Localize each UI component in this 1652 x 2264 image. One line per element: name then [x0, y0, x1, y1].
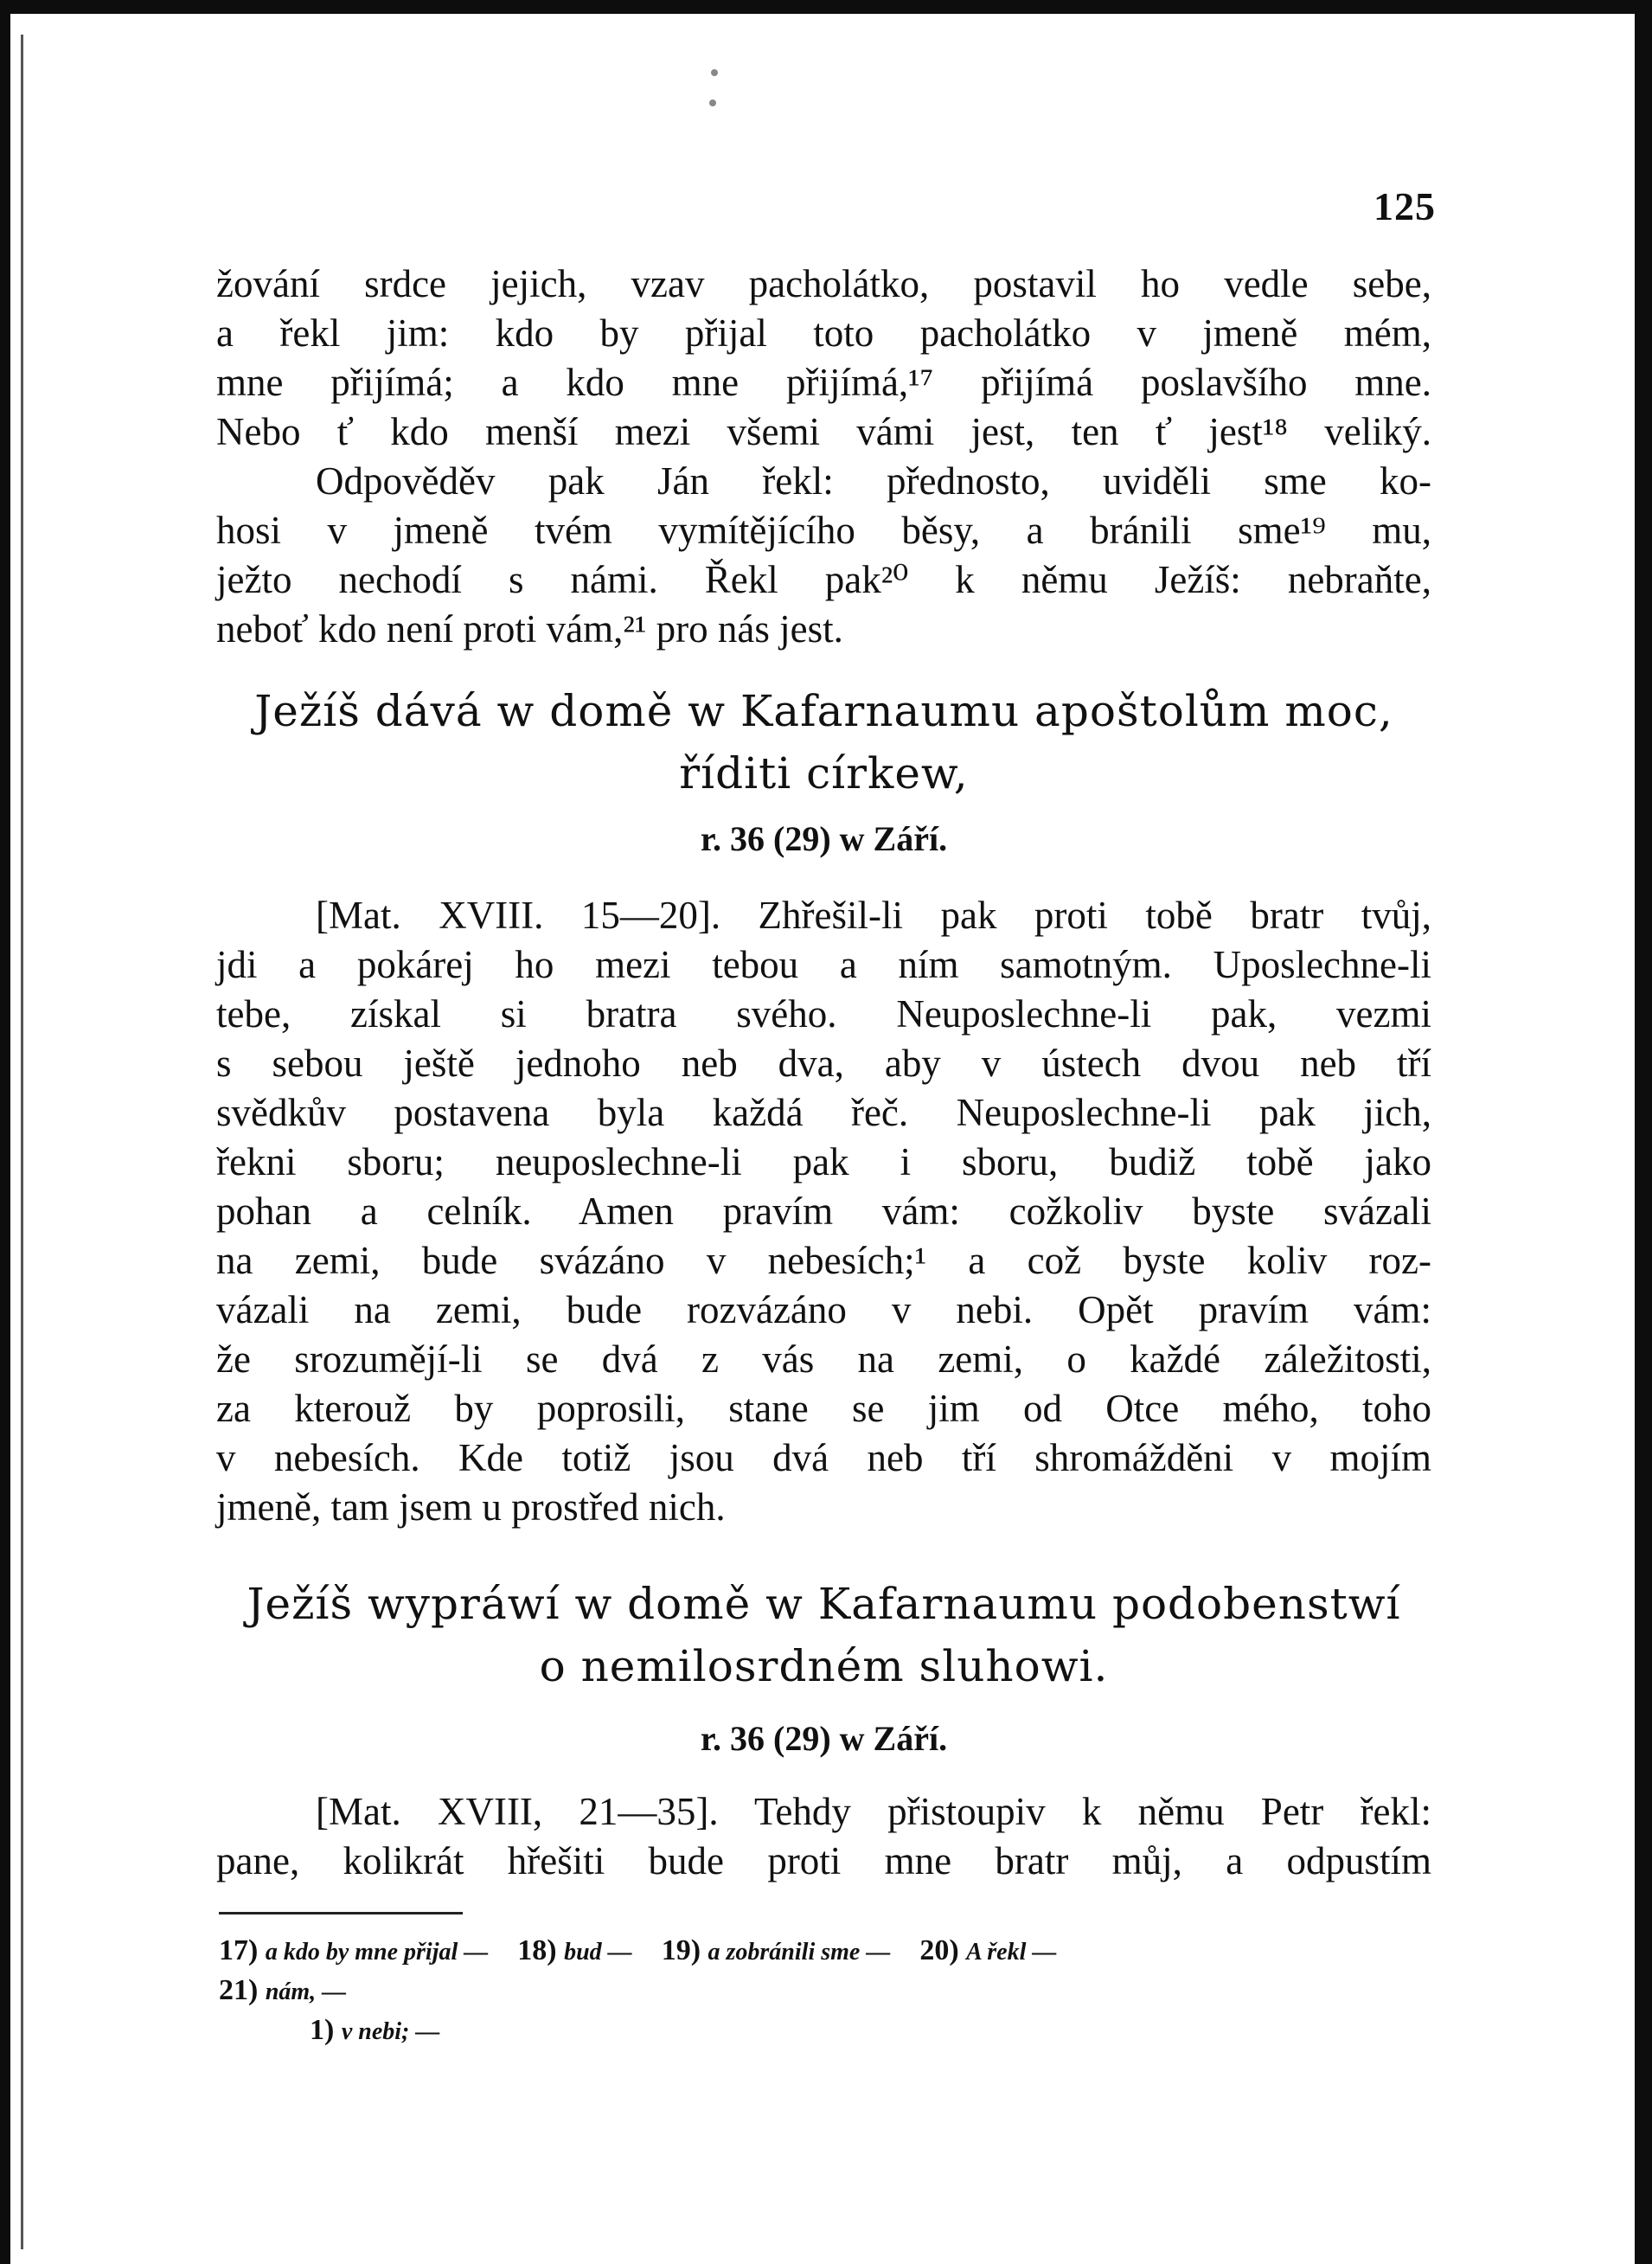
- text-line: [Mat. XVIII. 15—20]. Zhřešil-li pak proti tobě bratr tvůj,: [316, 894, 1431, 937]
- footnote-line: [219, 1971, 1434, 2011]
- text-line: na zemi, bude svázáno v nebesích;¹ a což byste koliv roz-: [216, 1239, 1431, 1282]
- text-line: hosi v jmeně tvém vymítějícího běsy, a bránili sme¹⁹ mu,: [216, 509, 1431, 552]
- footnote-number: 1): [310, 2014, 335, 2046]
- text-line: jmeně, tam jsem u prostřed nich.: [216, 1485, 726, 1529]
- text-line: s sebou ještě jednoho neb dva, aby v ústech dvou neb tří: [216, 1042, 1431, 1085]
- text-line: pohan a celník. Amen pravím vám: cožkoliv byste svázali: [216, 1190, 1431, 1233]
- text-line: v nebesích. Kde totiž jsou dvá neb tří shromážděni v mojím: [216, 1436, 1431, 1479]
- text-line: jdi a pokárej ho mezi tebou a ním samotným. Uposlechne-li: [216, 943, 1431, 986]
- text-line: mne přijímá; a kdo mne přijímá,¹⁷ přijímá poslavšího mne.: [216, 361, 1431, 404]
- section-heading: Ježíš wypráwí w domě w Kafarnaumu podobenstwí: [247, 1579, 1401, 1629]
- scan-speck: [711, 69, 718, 76]
- scan-border-left: [0, 0, 10, 2264]
- text-line: pane, kolikrát hřešiti bude proti mne bratr můj, a odpustím: [216, 1839, 1431, 1882]
- text-line: tebe, získal si bratra svého. Neuposlechne-li pak, vezmi: [216, 992, 1431, 1036]
- section-date: r. 36 (29) w Září.: [700, 1719, 948, 1758]
- text-line: řekni sboru; neuposlechne-li pak i sboru, budiž tobě jako: [216, 1140, 1431, 1183]
- section-heading: říditi církew,: [679, 748, 969, 798]
- scan-border-top: [0, 0, 1652, 14]
- text-line: Odpověděv pak Ján řekl: přednosto, uviděli sme ko-: [316, 459, 1431, 503]
- text-line: Nebo ť kdo menší mezi všemi vámi jest, ten ť jest¹⁸ veliký.: [216, 410, 1431, 453]
- footnote-text: v nebi; —: [341, 2018, 440, 2045]
- section-heading: o nemilosrdném sluhowi.: [539, 1641, 1109, 1691]
- text-line: že srozumějí-li se dvá z vás na zemi, o každé záležitosti,: [216, 1337, 1431, 1381]
- text-line: ježto nechodí s námi. Řekl pak²⁰ k němu Ježíš: nebraňte,: [216, 558, 1431, 601]
- footnote-line: [219, 1931, 1434, 1971]
- page-number: 125: [1373, 184, 1436, 228]
- scan-border-right: [1635, 0, 1652, 2264]
- text-line: žování srdce jejich, vzav pacholátko, postavil ho vedle sebe,: [216, 262, 1431, 305]
- footnote-number: 18): [517, 1934, 557, 1966]
- scan-speck: [709, 99, 716, 106]
- footnote-text: nám, —: [265, 1979, 347, 2005]
- scan-edge-shadow: [21, 35, 23, 2249]
- text-line: neboť kdo není proti vám,²¹ pro nás jest.: [216, 607, 843, 651]
- section-date: r. 36 (29) w Září.: [700, 819, 948, 858]
- footnote-rule: [219, 1912, 463, 1914]
- footnote-text: a zobránili sme —: [708, 1939, 891, 1966]
- footnote-number: 19): [661, 1934, 701, 1966]
- text-line: za kterouž by poprosili, stane se jim od Otce mého, toho: [216, 1387, 1431, 1430]
- footnote-text: A řekl —: [966, 1939, 1057, 1966]
- footnote-text: a kdo by mne přijal —: [265, 1939, 489, 1966]
- footnote-number: 21): [219, 1974, 259, 2006]
- text-line: a řekl jim: kdo by přijal toto pacholátko v jmeně mém,: [216, 311, 1431, 355]
- text-line: [Mat. XVIII, 21—35]. Tehdy přistoupiv k němu Petr řekl:: [316, 1790, 1431, 1833]
- footnote-text: bud —: [564, 1939, 632, 1966]
- footnote-number: 20): [919, 1934, 959, 1966]
- text-line: vázali na zemi, bude rozvázáno v nebi. Opět pravím vám:: [216, 1288, 1431, 1331]
- footnote-number: 17): [219, 1934, 259, 1966]
- footnote-line: [310, 2011, 1525, 2050]
- text-line: svědkův postavena byla každá řeč. Neuposlechne-li pak jich,: [216, 1091, 1431, 1134]
- section-heading: Ježíš dává w domě w Kafarnaumu apoštolům moc,: [254, 686, 1393, 736]
